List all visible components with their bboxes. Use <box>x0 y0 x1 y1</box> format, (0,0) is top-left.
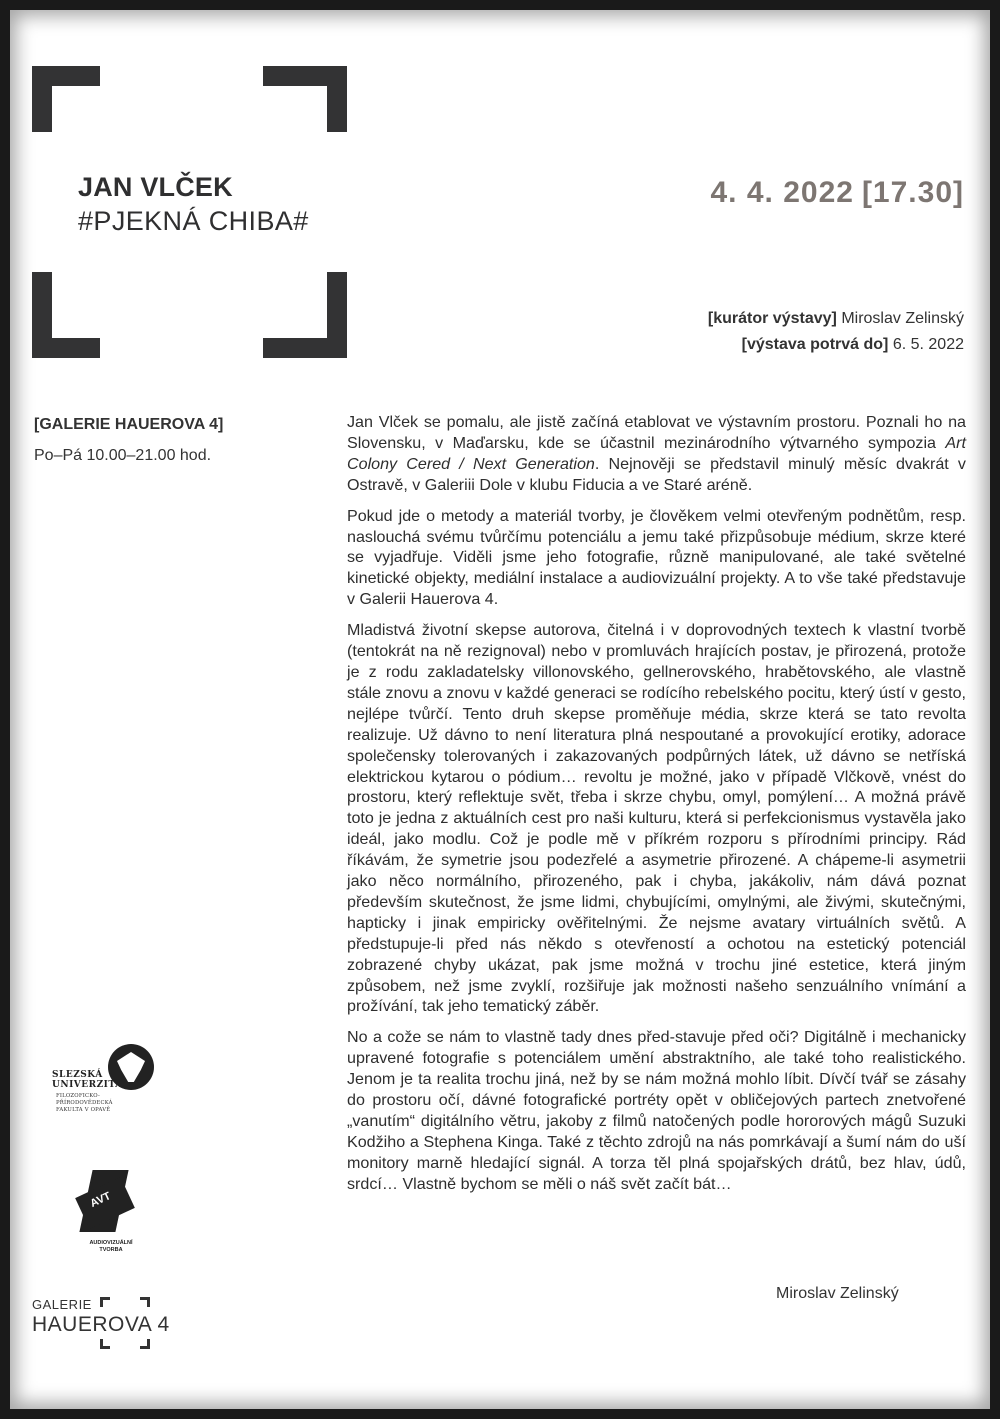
logo-hauerova-word: HAUEROVA 4 <box>32 1313 170 1336</box>
faculty-line-2: PŘÍRODOVĚDECKÁ <box>56 1100 113 1106</box>
artist-name: JAN VLČEK <box>78 172 233 202</box>
paragraph-3: Mladistvá životní skepse autorova, čitelná i v doprovodných textech k vlastní tvorbě (tentokrát na ně rezignoval) nebo v promluvách hrajících postav, je přirozená, protože je z rodu zakladatelsky villonovského, gellnerovského, hrabětovského, ale vlastně stále znovu a znovu v každé generaci se rodícího rebelského pocitu, který ústí v gesto, nejlépe tvůrčí. Tento druh skepse proměňuje média, skrze která se tato revolta realizuje. Už dávno to není literatura plná nespoutané a provokující erotiky, adorace společensky tolerovaných i zakazovaných podpůrných látek, už dávno se netříská elektrickou kytarou o pódium… revoltu je možné, jako v případě Vlčkově, vnést do prostoru, který reflektuje svět, třeba i skrze chybu, omyl, pomýlení… A možná právě toto je jedna z aktuálních cest pro naši kulturu, která si perfekcionismus vystavěla jako ideál, jako modlu. Což je podle mě v příkrém rozporu s přírodními principy. Rád říkávám, že symetrie jsou podezřelé a asymetrie přirozené. A chápeme-li asymetrii jako něco normálního, přirozeného, pak i chyba, jakákoliv, nám dává poznat především skutečnost, že jsme lidmi, chybujícími, omylnými, ale živými, skutečnými, hapticky i jinak empiricky ověřitelnými. Že nejsme avatary virtuálních světů. A předstupuje-li před nás někdo s otevřeností a ochotou na estetický potenciál zobrazené chyby ukázat, pak jsme možná v trochu jiné estetice, která jiným způsobem, než jsme zvyklí, rozšiřuje jak možnosti našeho senzuálního vnímání a prožívání, tak jeho tematický záběr. <box>347 621 966 1016</box>
paragraph-1-text-b: . Nejnověji se představil minulý měsíc dvakrát v Ostravě, v Galeriii Dole v klubu Fiducia a ve Staré aréně. <box>347 454 966 494</box>
curator-name: Miroslav Zelinský <box>841 310 964 327</box>
symposium-name: Art Colony Cered / Next Generation <box>347 433 966 473</box>
until-label: [výstava potrvá do] <box>741 336 889 353</box>
article-body <box>347 412 966 1205</box>
university-name <box>52 1070 123 1090</box>
faculty-line-1: FILOZOFICKO- <box>56 1093 101 1099</box>
corner-bracket-top-left-vertical <box>32 66 52 132</box>
paragraph-1 <box>347 412 966 496</box>
faculty-name <box>56 1093 113 1114</box>
duration-line <box>742 336 964 354</box>
paragraph-2: Pokud jde o metody a materiál tvorby, je člověkem velmi otevřeným podnětům, resp. naslouchá svému tvůrčímu potenciálu a jemu také přizpůsobuje médium, skrze které se vyjadřuje. Viděli jsme jeho fotografie, různě manipulované, ale také světelné kinetické objekty, mediální instalace a audiovizuální projekty. A to vše také představuje v Galerii Hauerova 4. <box>347 506 966 609</box>
paragraph-4: No a cože se nám to vlastně tady dnes před-stavuje před oči? Digitálně i mechanicky upravené fotografie s potenciálem umění abstraktního, ale také toho realistického. Jenom je ta realita trochu jiná, než by se nám možná mohlo líbit. Dívčí tvář se zásahy do prostoru očí, dávné fotografické portréty opět v obličejových partech znetvořené „vanutím“ digitálního větru, jakoby z filmů natočených podle hororových mágů Suzuki Kodžiho a Stephena Kinga. Také z těchto zdrojů na nás pomrkávají a šumí nám do uší monitory marně hledající signál. A torza těl plná spojařských drátů, bez hlav, údů, srdcí… Vlastně bychom se měli o náš svět začít bát… <box>347 1028 966 1193</box>
avt-caption-line-2: TVORBA <box>99 1247 123 1253</box>
gallery-name: [GALERIE HAUEROVA 4] <box>34 416 224 433</box>
logo-galerie-word: GALERIE <box>32 1297 92 1312</box>
opening-date <box>702 176 964 210</box>
galerie-hauerova-logo <box>32 1295 192 1357</box>
corner-bracket-bottom-left-vertical <box>32 272 52 358</box>
university-name-line-2: UNIVERZITA <box>52 1080 123 1090</box>
faculty-line-3: FAKULTA V OPAVĚ <box>56 1107 111 1113</box>
exhibition-title: #PJEKNÁ CHIBA# <box>78 206 309 236</box>
university-logo <box>52 1040 162 1140</box>
university-name-line-1: SLEZSKÁ <box>52 1070 103 1080</box>
paragraph-1-text-a: Jan Vlček se pomalu, ale jistě začíná etablovat ve výstavním prostoru. Poznali ho na Slovensku, v Maďarsku, kde se účastnil mezinárodního výtvarného sympozia <box>347 413 966 452</box>
corner-bracket-bottom-right-vertical <box>327 272 347 358</box>
avt-logo <box>66 1168 156 1258</box>
until-date: 6. 5. 2022 <box>892 336 964 353</box>
opening-hours: Po–Pá 10.00–21.00 hod. <box>34 447 212 464</box>
corner-bracket-top-right-vertical <box>327 66 347 132</box>
curator-label: [kurátor výstavy] <box>707 310 837 327</box>
poster-page <box>10 10 990 1409</box>
date-value: 4. 4. 2022 <box>710 176 854 209</box>
avt-caption-line-1: AUDIOVIZUÁLNÍ <box>89 1240 133 1246</box>
avt-mark: AVT <box>88 1190 113 1210</box>
avt-caption <box>78 1240 144 1254</box>
time-value: [17.30] <box>861 176 964 209</box>
curator-line <box>708 310 964 328</box>
author-signature: Miroslav Zelinský <box>776 1285 899 1302</box>
